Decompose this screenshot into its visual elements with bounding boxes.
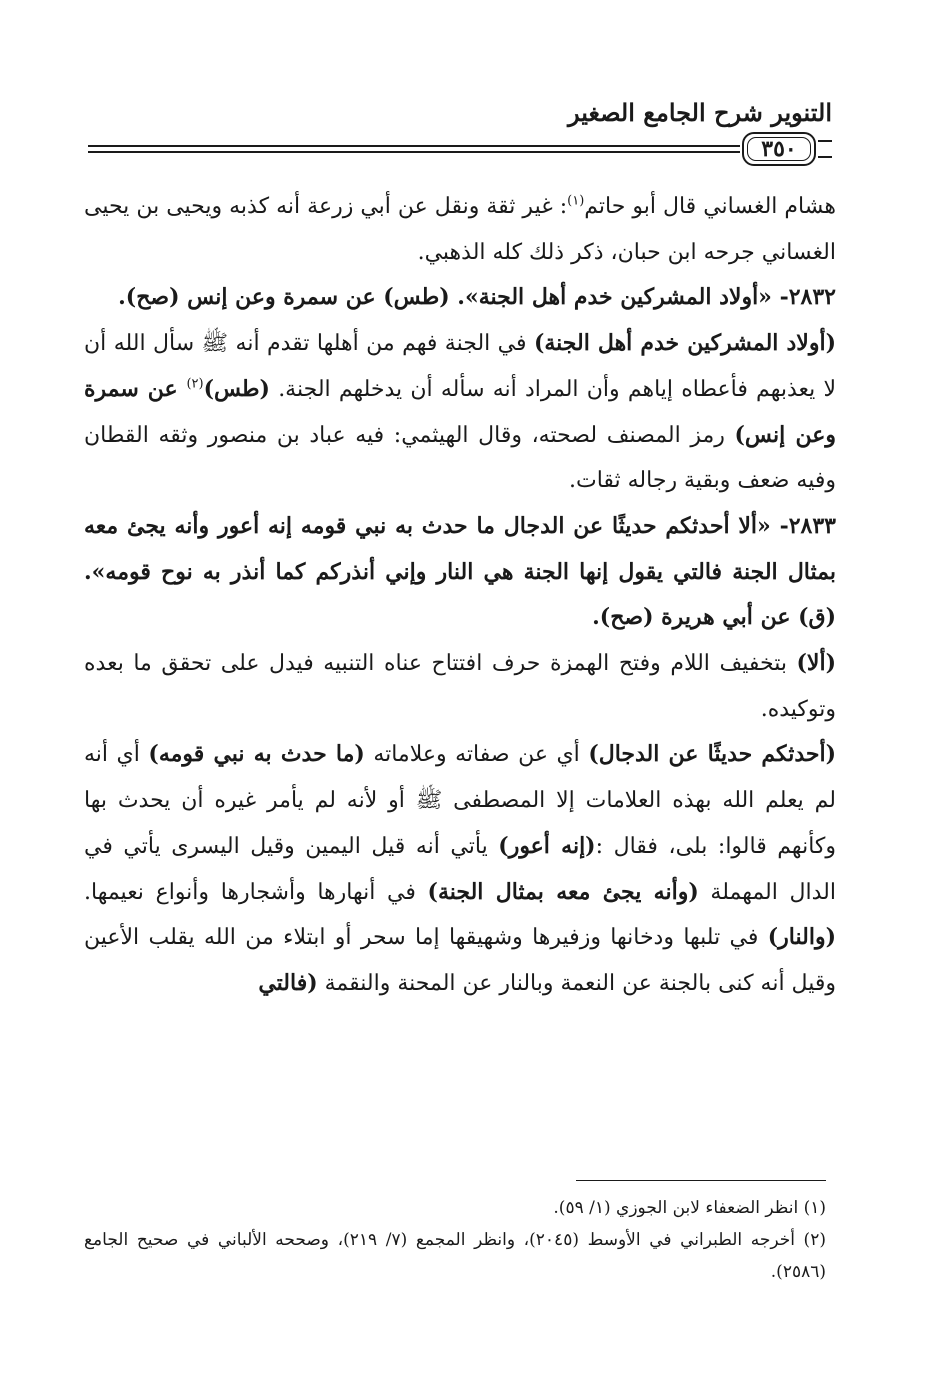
bold-text: ٢٨٣٢- «أولاد المشركين خدم أهل الجنة». (طس) عن سمرة وعن إنس (صح). bbox=[118, 284, 836, 311]
text-segment: أي أنه لم يعلم الله بهذه العلامات إلا المصطفى ﷺ أو لأنه لم يأمر غيره أن يحدث بها وكأنهم قالوا: بلى، فقال : bbox=[84, 742, 836, 859]
text-segment: يأتي أنه قيل اليمين وقيل اليسرى يأتي في الدال المهملة bbox=[84, 833, 836, 905]
text-segment: : غير ثقة ونقل عن أبي زرعة أنه كذبه ويحيى بن يحيى الغساني جرحه ابن حبان، ذكر ذلك كله الذهبي. bbox=[84, 194, 836, 265]
bold-text: (وأنه يجئ معه بمثال الجنة) bbox=[427, 878, 699, 905]
text-segment: أي عن صفاته وعلاماته bbox=[364, 742, 589, 768]
paragraph bbox=[84, 732, 836, 1006]
header-rule-top bbox=[88, 145, 740, 147]
text-segment: هشام الغساني قال أبو حاتم bbox=[584, 194, 836, 219]
bold-text: عن سمرة وعن إنس) bbox=[84, 375, 836, 448]
page-number-ornament bbox=[818, 140, 832, 158]
bold-text: (ما حدث به نبي قومه) bbox=[148, 741, 365, 768]
paragraph bbox=[84, 504, 836, 641]
footnotes bbox=[84, 1192, 826, 1288]
bold-text: (طس) bbox=[203, 375, 270, 402]
bold-text: (فالتي bbox=[258, 969, 318, 996]
text-segment: في تلبها ودخانها وزفيرها وشهيقها إما سحر أو ابتلاء من الله يقلب الأعين وقيل أنه كنى بالجنة عن النعمة وبالنار عن المحنة والنقمة bbox=[84, 925, 836, 996]
running-title: التنوير شرح الجامع الصغير bbox=[568, 98, 832, 127]
text-segment: بتخفيف اللام وفتح الهمزة حرف افتتاح عناه التنبيه فيدل على تحقق ما بعده وتوكيده. bbox=[84, 651, 836, 722]
paragraph bbox=[84, 275, 836, 321]
header-rule-bottom bbox=[88, 151, 740, 153]
bold-text: (والنار) bbox=[767, 924, 836, 951]
bold-text: ٢٨٣٣- «ألا أحدثكم حديثًا عن الدجال ما حدث به نبي قومه إنه أعور وأنه يجئ معه بمثال الجنة فالتي يقول إنها الجنة هي النار وإني أنذركم كما أنذر به نوح قومه». (ق) عن أبي هريرة (صح). bbox=[84, 512, 836, 631]
bold-text: (ألا) bbox=[796, 650, 836, 677]
footnote: (١) انظر الضعفاء لابن الجوزي (١/ ٥٩). bbox=[553, 1198, 826, 1218]
footnote-marker: (٢) bbox=[186, 376, 204, 392]
paragraph bbox=[84, 641, 836, 732]
footnote-separator bbox=[576, 1180, 826, 1181]
paragraph bbox=[84, 321, 836, 504]
main-text bbox=[84, 184, 836, 1007]
bold-text: (أحدثكم حديثًا عن الدجال) bbox=[588, 741, 836, 768]
paragraph bbox=[84, 184, 836, 275]
footnote: (٢) أخرجه الطبراني في الأوسط (٢٠٤٥)، وانظر المجمع (٧/ ٢١٩)، وصححه الألباني في صحيح الجامع (٢٥٨٦). bbox=[84, 1230, 826, 1282]
bold-text: (إنه أعور) bbox=[498, 832, 596, 859]
bold-text: (أولاد المشركين خدم أهل الجنة) bbox=[533, 330, 836, 357]
text-segment: في أنهارها وأشجارها وأنواع نعيمها. bbox=[84, 879, 428, 905]
text-segment: في الجنة فهم من أهلها تقدم أنه ﷺ سأل الله أن لا يعذبهم فأعطاه إياهم وأن المراد أنه سأله أن يدخلهم الجنة. bbox=[84, 331, 837, 402]
footnote-marker: (١) bbox=[567, 193, 585, 209]
page-number: ٣٥٠ bbox=[742, 132, 816, 166]
text-segment: رمز المصنف لصحته، وقال الهيثمي: فيه عباد بن منصور وثقه القطان وفيه ضعف وبقية رجاله ثقات. bbox=[84, 422, 836, 494]
